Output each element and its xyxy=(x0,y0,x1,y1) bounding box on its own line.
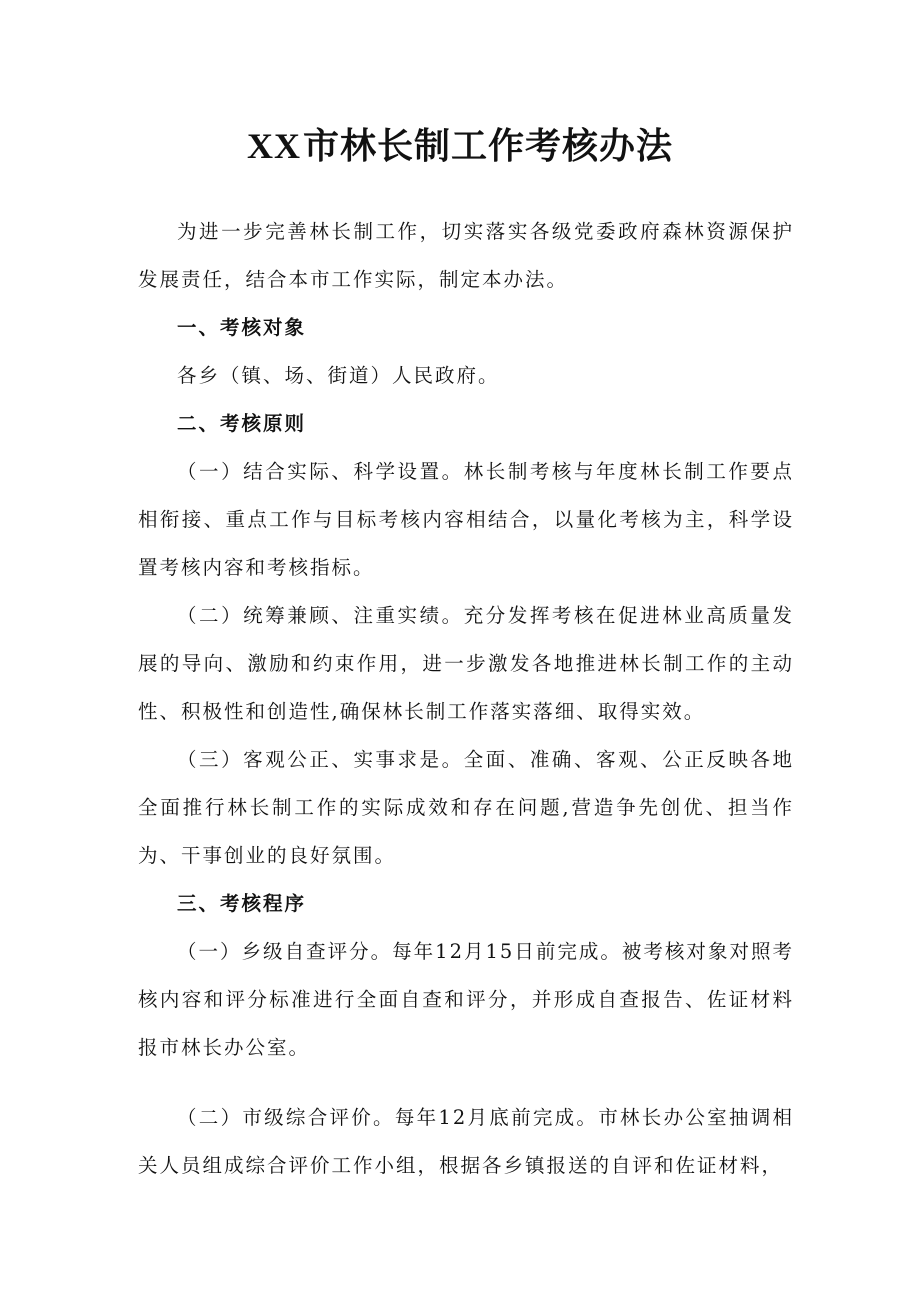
paragraph-spacer xyxy=(138,1072,794,1094)
section-1-paragraph-1: 各乡（镇、场、街道）人民政府。 xyxy=(177,364,500,387)
section-3-paragraph-1: （一）乡级自查评分。每年12月15日前完成。被考核对象对照考核内容和评分标准进行全面自查和评分，并形成自查报告、佐证材料报市林长办公室。 xyxy=(138,940,794,1059)
intro-paragraph: 为进一步完善林长制工作，切实落实各级党委政府森林资源保护发展责任，结合本市工作实际，制定本办法。 xyxy=(138,220,794,291)
section-heading-1: 一、考核对象 xyxy=(177,316,307,339)
section-3-paragraph-2: （二）市级综合评价。每年12月底前完成。市林长办公室抽调相关人员组成综合评价工作小组，根据各乡镇报送的自评和佐证材料， xyxy=(138,1106,794,1177)
section-heading-2: 二、考核原则 xyxy=(177,412,307,435)
section-heading-3: 三、考核程序 xyxy=(177,892,307,915)
title-text: 市林长制工作考核办法 xyxy=(302,125,673,167)
title-prefix: XX xyxy=(246,126,301,166)
document-title xyxy=(0,118,920,174)
document-body xyxy=(138,208,794,1190)
section-2-paragraph-3: （三）客观公正、实事求是。全面、准确、客观、公正反映各地全面推行林长制工作的实际成效和存在问题,营造争先创优、担当作为、干事创业的良好氛围。 xyxy=(138,748,794,867)
section-2-paragraph-2: （二）统筹兼顾、注重实绩。充分发挥考核在促进林业高质量发展的导向、激励和约束作用，进一步激发各地推进林长制工作的主动性、积极性和创造性,确保林长制工作落实落细、取得实效。 xyxy=(138,604,794,723)
section-2-paragraph-1: （一）结合实际、科学设置。林长制考核与年度林长制工作要点相衔接、重点工作与目标考核内容相结合，以量化考核为主，科学设置考核内容和考核指标。 xyxy=(138,460,794,579)
